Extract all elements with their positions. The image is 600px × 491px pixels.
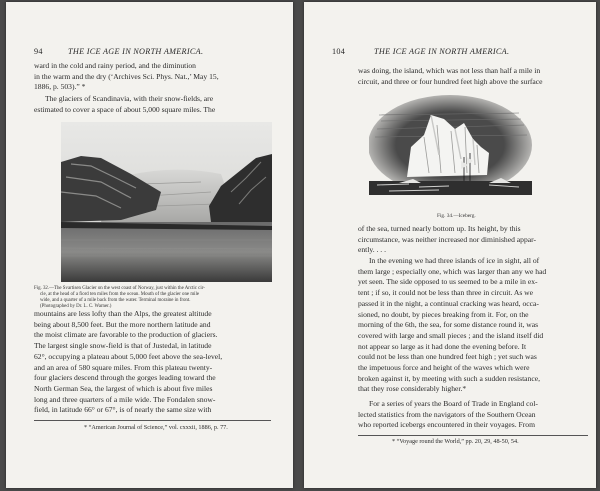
- text-line: The glaciers of Scandinavia, with their snow-fields, are: [45, 94, 214, 103]
- text-line: not appear so large as it had done the evening before. It: [358, 341, 527, 351]
- text-line: field, in latitude 66° or 67°, is of nearly the same size with: [34, 405, 212, 415]
- text-line: sioned, no doubt, by pieces breaking from it. For, on the: [358, 309, 529, 319]
- text-line: tent ; if so, it could not be less than three in circuit. As we: [358, 288, 534, 298]
- text-line: circumstance, was neither increased nor diminished appar-: [358, 234, 537, 244]
- text-line: of the sea, turned nearly bottom up. Its height, by this: [358, 224, 521, 233]
- left-para-2: [34, 94, 271, 115]
- caption-line: wide, and a quarter of a mile back from the water. Terminal moraine in front.: [40, 298, 191, 304]
- caption-line: Fig. 32.—The Svartisen Glacier on the west coast of Norway, just within the Arctic cir-: [34, 286, 205, 291]
- text-line: them large ; especially one, which was larger than any we had: [358, 266, 547, 276]
- text-line: broken against it, by meeting with such a sudden resistance,: [358, 373, 540, 383]
- text-line: In the evening we had three islands of ice in sight, all of: [369, 256, 540, 265]
- left-page-number: 94: [34, 47, 43, 56]
- text-line: who reported icebergs encountered in their voyages. From: [358, 420, 535, 430]
- iceberg-engraving: [369, 95, 532, 210]
- text-line: The largest single snow-field is that of Justedal, in latitude: [34, 341, 212, 351]
- right-running-header: [332, 47, 578, 58]
- text-line: North German Sea, the largest of which is about five miles: [34, 383, 213, 393]
- text-line: was doing, the island, which was not less than half a mile in: [358, 66, 541, 75]
- text-line: circuit, and three or four hundred feet high above the surface: [358, 76, 543, 86]
- iceberg-figure-caption: Fig. 34.—Iceberg.: [437, 213, 476, 219]
- text-line: ently. . . .: [358, 245, 386, 255]
- caption-line: cle, at the head of a fiord ten miles from the ocean. Mouth of the glacier one mile: [40, 292, 200, 298]
- left-page: [6, 2, 293, 488]
- right-footnote: * “Voyage round the World,” pp. 20, 29, 48-50, 54.: [392, 438, 519, 445]
- right-para-1: [358, 66, 588, 87]
- left-para-3: [34, 309, 271, 416]
- right-page: [304, 2, 596, 488]
- text-line: being about 8,500 feet. But the more northern latitude and: [34, 319, 211, 329]
- right-para-2: [358, 224, 588, 256]
- caption-line: (Photographed by Dr. L. C. Warner.): [40, 304, 112, 310]
- text-line: that they rose considerably higher.*: [358, 384, 467, 394]
- text-line: ward in the cold and rainy period, and the diminution: [34, 61, 196, 70]
- text-line: estimated to cover a space of about 5,000 square miles. The: [34, 104, 216, 114]
- footnote-rule: [34, 420, 271, 421]
- left-para-1: [34, 61, 271, 93]
- text-line: the moist climate are favorable to the production of glaciers.: [34, 330, 218, 340]
- text-line: morning of the 6th, the sea, for some distance round it, was: [358, 320, 539, 330]
- left-running-title: THE ICE AGE IN NORTH AMERICA.: [68, 47, 204, 56]
- text-line: and an area of 580 square miles. From this plateau twenty-: [34, 362, 213, 372]
- text-line: covered with large and small pieces ; and the island itself did: [358, 330, 544, 340]
- right-running-title: THE ICE AGE IN NORTH AMERICA.: [374, 47, 510, 56]
- text-line: For a series of years the Board of Trade in England col-: [369, 399, 538, 408]
- footnote-rule: [358, 435, 588, 436]
- text-line: passed it in the night, a continual cracking was heard, occa-: [358, 298, 539, 308]
- text-line: four glaciers descend through the gorges leading toward the: [34, 373, 216, 383]
- text-line: the impetuous force and height of the waves which were: [358, 363, 530, 373]
- text-line: long and three quarters of a mile wide. The Fondalen snow-: [34, 394, 216, 404]
- glacier-figure-caption: [34, 286, 272, 310]
- right-para-3: [358, 256, 588, 395]
- text-line: mountains are less lofty than the Alps, the greatest altitude: [34, 309, 212, 318]
- left-footnote: * “American Journal of Science,” vol. cxxxii, 1886, p. 77.: [84, 424, 228, 431]
- right-para-4: [358, 399, 588, 431]
- text-line: 62°, occupying a plateau about 5,000 feet above the sea-level,: [34, 351, 223, 361]
- text-line: 1886, p. 503).” *: [34, 82, 86, 92]
- glacier-photograph: [61, 122, 272, 282]
- text-line: yet seen. The side opposed to us seemed to be a mile in ex-: [358, 277, 538, 287]
- text-line: could not be less than one hundred feet high ; yet such was: [358, 352, 537, 362]
- right-page-number: 104: [332, 47, 346, 56]
- left-running-header: [34, 47, 275, 58]
- text-line: in the warm and the dry (‘Archives Sci. Phys. Nat.,’ May 15,: [34, 71, 219, 81]
- text-line: lected statistics from the navigators of the Southern Ocean: [358, 409, 536, 419]
